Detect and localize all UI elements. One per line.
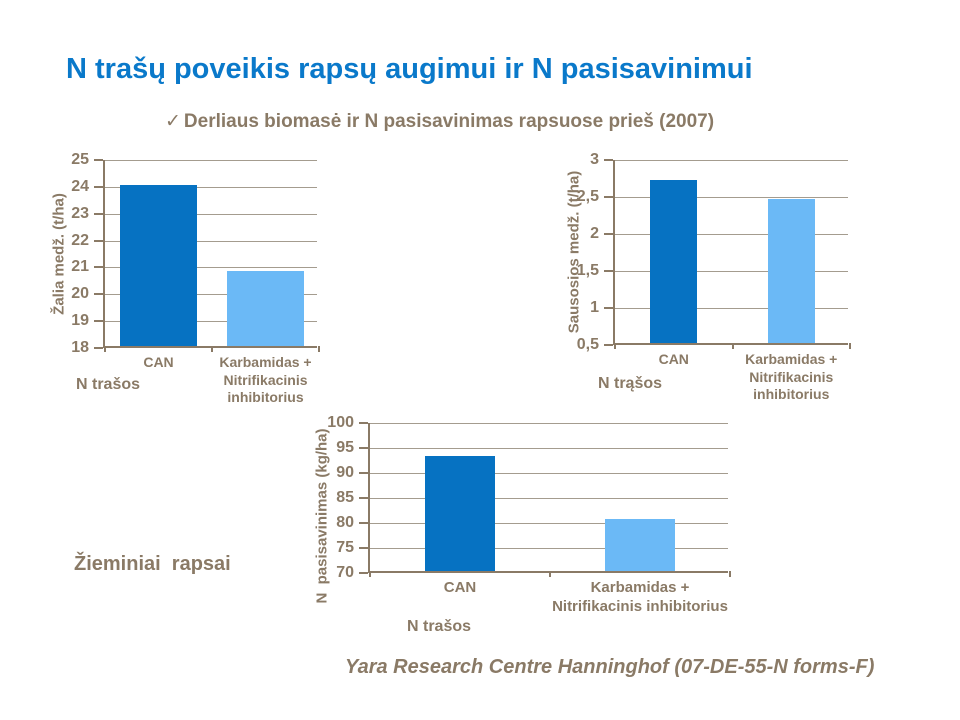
y-tick-mark — [94, 320, 103, 322]
y-tick-mark — [94, 186, 103, 188]
y-tick-mark — [604, 233, 613, 235]
y-axis-title: Sausosios medž. (t/ha) — [565, 170, 583, 334]
y-axis-title: Žalia medž. (t/ha) — [50, 193, 68, 315]
category-label — [550, 579, 730, 617]
y-tick-label: 19 — [71, 312, 89, 330]
chart-n-uptake — [298, 408, 750, 648]
gridline — [370, 498, 728, 499]
category-label — [212, 354, 319, 407]
y-tick-label: 24 — [71, 177, 89, 195]
x-tick-mark — [614, 343, 616, 349]
category-label — [105, 354, 212, 372]
y-tick-mark — [359, 572, 368, 574]
category-label-line: Nitrifikacinis inhibitorius — [552, 597, 728, 615]
y-tick-mark — [604, 270, 613, 272]
category-label — [615, 351, 733, 369]
x-tick-mark — [318, 346, 320, 352]
y-tick-mark — [359, 547, 368, 549]
x-axis-title: N trašos — [76, 376, 141, 393]
crop-type-label: Žieminiai rapsai — [74, 553, 231, 575]
y-tick-label: 80 — [336, 514, 354, 531]
x-tick-mark — [104, 346, 106, 352]
chart-dry-mass — [558, 150, 890, 416]
y-tick-label: 22 — [71, 231, 89, 249]
y-tick-label: 100 — [327, 414, 354, 431]
y-tick-mark — [94, 347, 103, 349]
chart-green-mass — [45, 150, 361, 416]
category-label-line: Karbamidas + — [590, 579, 690, 596]
y-tick-mark — [94, 213, 103, 215]
check-icon: ✓ — [165, 111, 181, 132]
y-tick-label: 3 — [590, 151, 599, 168]
category-label-line: Karbamidas + — [745, 351, 838, 367]
y-tick-mark — [604, 307, 613, 309]
y-tick-mark — [359, 497, 368, 499]
x-tick-mark — [849, 343, 851, 349]
gridline — [615, 160, 848, 161]
category-label-line: Nitrifikacinis — [223, 371, 308, 388]
x-tick-mark — [369, 571, 371, 577]
y-tick-label: 25 — [71, 151, 89, 168]
y-tick-label: 2,5 — [576, 188, 599, 205]
category-label-line: CAN — [143, 354, 174, 370]
y-tick-label: 2 — [590, 225, 599, 242]
y-tick-label: 95 — [336, 439, 354, 456]
x-axis-title: N trąšos — [598, 375, 663, 392]
y-tick-mark — [359, 472, 368, 474]
y-tick-mark — [604, 159, 613, 161]
category-label — [370, 579, 550, 598]
gridline — [370, 423, 728, 424]
slide-title: N trašų poveikis rapsų augimui ir N pasisavinimui — [66, 53, 753, 85]
y-tick-label: 20 — [71, 285, 89, 303]
category-label-line: inhibitorius — [753, 386, 830, 402]
y-tick-label: 1,5 — [576, 262, 599, 279]
x-axis-title: N trašos — [407, 618, 472, 635]
y-tick-label: 18 — [71, 339, 89, 356]
y-tick-label: 1 — [590, 299, 599, 316]
y-tick-label: 21 — [71, 258, 89, 276]
category-label-line: inhibitorius — [227, 389, 304, 405]
plot-area — [327, 414, 728, 615]
x-tick-mark — [549, 571, 551, 577]
gridline — [105, 160, 317, 161]
y-tick-mark — [94, 159, 103, 161]
x-tick-mark — [729, 571, 731, 577]
subtitle-bullet — [165, 110, 714, 133]
category-label-line: Nitrifikacinis — [749, 368, 834, 385]
subtitle-text: Derliaus biomasė ir N pasisavinimas rapsuose prieš (2007) — [183, 111, 715, 132]
category-label-line: Karbamidas + — [219, 354, 312, 370]
category-label-line: CAN — [443, 579, 477, 596]
category-label-line: CAN — [658, 351, 689, 367]
bar-karbamidas — [227, 271, 304, 346]
y-tick-label: 85 — [336, 489, 354, 506]
gridline — [370, 473, 728, 474]
y-tick-mark — [359, 422, 368, 424]
y-tick-mark — [94, 266, 103, 268]
x-tick-mark — [211, 346, 213, 352]
y-tick-mark — [604, 196, 613, 198]
y-tick-label: 0,5 — [576, 336, 599, 353]
y-tick-mark — [604, 344, 613, 346]
bar-can — [120, 185, 197, 346]
y-tick-label: 70 — [336, 564, 354, 581]
category-label — [733, 351, 851, 404]
footer-credit: Yara Research Centre Hanninghof (07-DE-55-N forms-F) — [345, 656, 875, 678]
bar-can — [650, 180, 697, 343]
y-tick-mark — [94, 240, 103, 242]
bar-can — [425, 456, 495, 571]
y-axis-title: N pasisavinimas (kg/ha) — [313, 428, 331, 604]
y-tick-label: 90 — [336, 464, 354, 481]
y-tick-mark — [359, 522, 368, 524]
y-tick-label: 75 — [336, 539, 354, 556]
x-tick-mark — [732, 343, 734, 349]
y-tick-mark — [359, 447, 368, 449]
bar-karbamidas — [768, 199, 815, 343]
gridline — [370, 448, 728, 449]
bar-karbamidas — [605, 519, 675, 572]
y-tick-mark — [94, 293, 103, 295]
y-tick-label: 23 — [71, 204, 89, 222]
